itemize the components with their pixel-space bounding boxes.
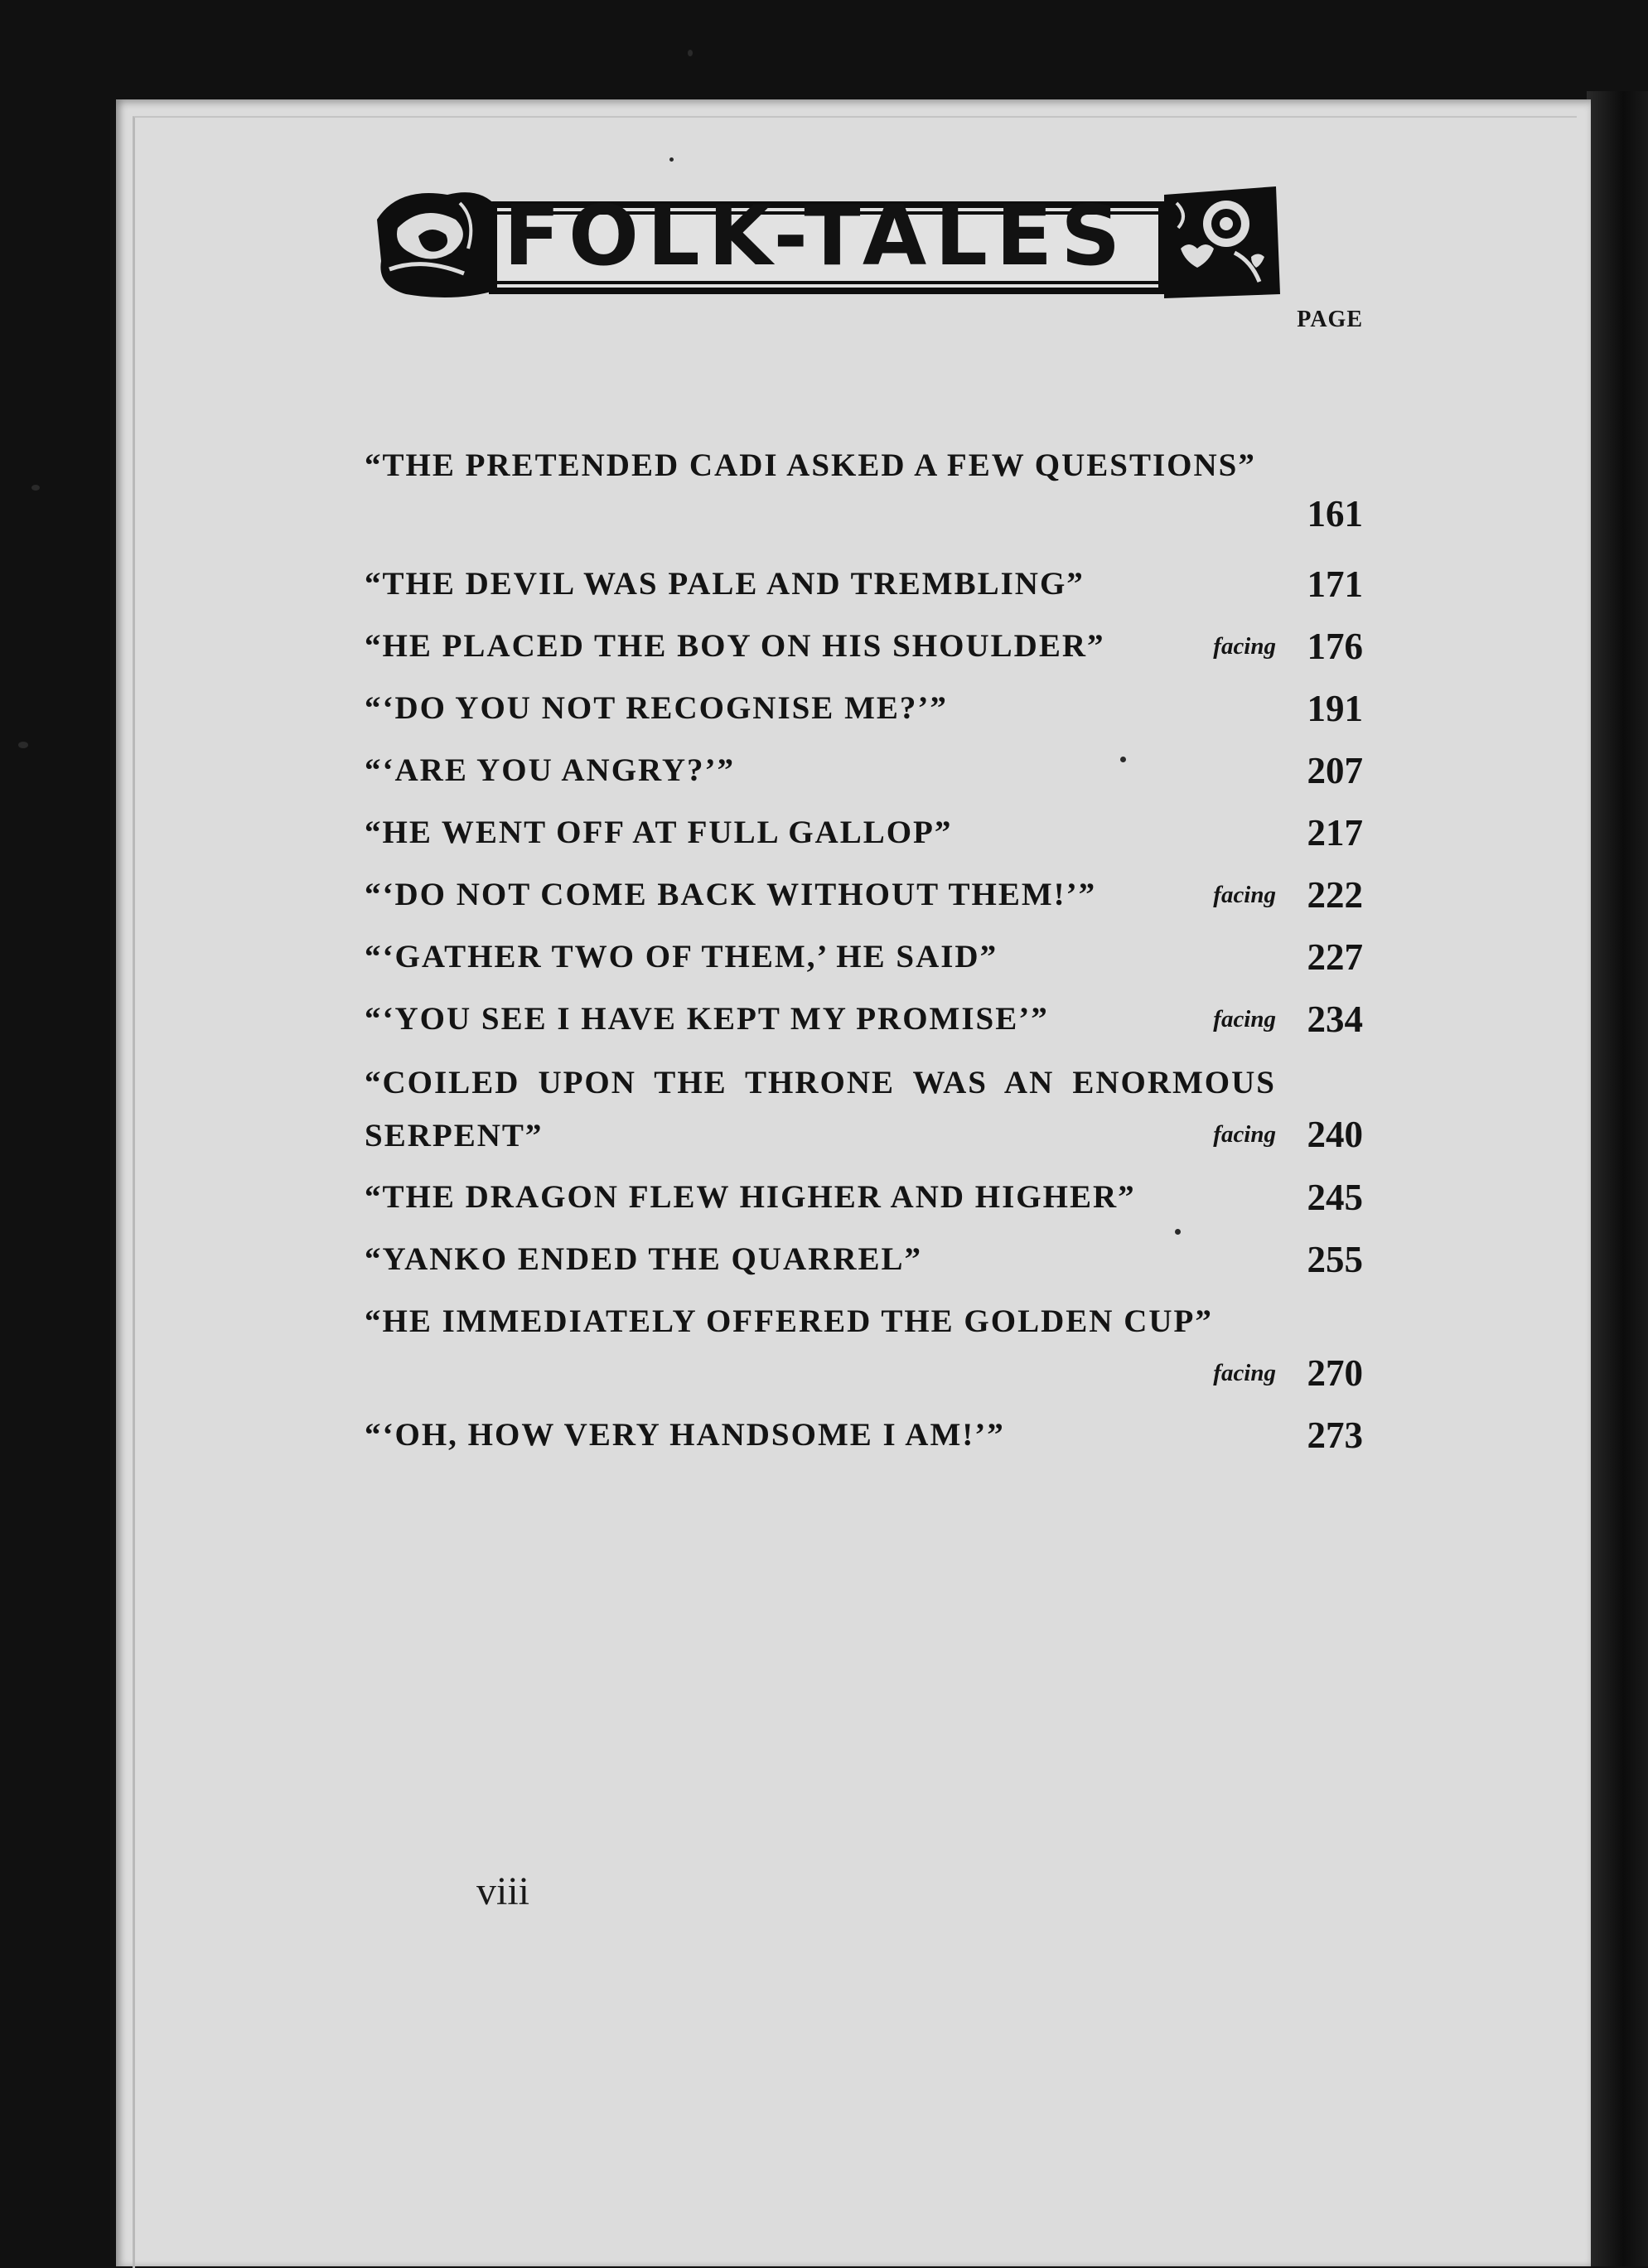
entry-facing-label: facing [1213, 1006, 1276, 1032]
list-entry [365, 558, 1363, 611]
entry-caption: “YANKO ENDED THE QUARREL” [365, 1241, 923, 1277]
entry-facing-label: facing [1213, 1121, 1276, 1148]
list-entry [365, 439, 1363, 545]
list-entry [365, 806, 1363, 859]
entry-caption: “‘YOU SEE I HAVE KEPT MY PROMISE’” [365, 1001, 1049, 1037]
entry-page-number: 161 [1307, 493, 1363, 534]
entry-caption: “‘OH, HOW VERY HANDSOME I AM!’” [365, 1417, 1005, 1453]
entry-page-number: 270 [1307, 1352, 1363, 1394]
page-folio: viii [476, 1869, 530, 1913]
entry-page-number: 273 [1307, 1414, 1363, 1456]
list-entry [365, 744, 1363, 797]
page-column-label: PAGE [1297, 307, 1363, 332]
list-entry [365, 1171, 1363, 1224]
entry-page-number: 217 [1307, 812, 1363, 854]
entry-caption: “‘ARE YOU ANGRY?’” [365, 752, 736, 788]
list-entry [365, 1233, 1363, 1286]
list-entry [365, 1295, 1363, 1401]
folk-tales-banner [373, 170, 1284, 307]
dust-speck [18, 742, 28, 748]
entry-caption: “COILED UPON THE THRONE WAS AN ENORMOUS SERPENT” [365, 1065, 1276, 1153]
entry-page-number: 207 [1307, 750, 1363, 791]
list-entry [365, 993, 1363, 1046]
entry-page-number: 191 [1307, 688, 1363, 729]
entry-facing-label: facing [1213, 633, 1276, 660]
entry-caption: “‘DO NOT COME BACK WITHOUT THEM!’” [365, 877, 1097, 912]
entry-caption: “HE PLACED THE BOY ON HIS SHOULDER” [365, 628, 1105, 664]
dust-speck [669, 157, 674, 162]
entry-caption: “THE PRETENDED CADI ASKED A FEW QUESTIONS” [365, 447, 1256, 483]
entry-page-number: 245 [1307, 1177, 1363, 1218]
entry-page-number: 234 [1307, 999, 1363, 1040]
list-entry [365, 620, 1363, 673]
banner-title: FOLK-TALES [503, 186, 1129, 284]
list-entry [365, 868, 1363, 921]
list-entry [365, 1057, 1363, 1163]
list-entry [365, 931, 1363, 984]
entry-caption: “‘GATHER TWO OF THEM,’ HE SAID” [365, 939, 998, 974]
entry-facing-label: facing [1213, 1360, 1276, 1386]
entry-page-number: 176 [1307, 626, 1363, 667]
entry-page-number: 227 [1307, 936, 1363, 978]
entry-page-number: 240 [1307, 1114, 1363, 1155]
entry-caption: “‘DO YOU NOT RECOGNISE ME?’” [365, 690, 948, 726]
list-entry [365, 682, 1363, 735]
entry-caption: “THE DEVIL WAS PALE AND TREMBLING” [365, 566, 1085, 602]
entry-facing-label: facing [1213, 882, 1276, 908]
entry-caption: “HE WENT OFF AT FULL GALLOP” [365, 815, 953, 850]
entry-page-number: 222 [1307, 874, 1363, 916]
list-entry [365, 1409, 1363, 1462]
entry-caption: “HE IMMEDIATELY OFFERED THE GOLDEN CUP” [365, 1303, 1213, 1339]
dust-speck [688, 50, 693, 56]
entry-page-number: 171 [1307, 563, 1363, 605]
dust-speck [31, 485, 40, 491]
entry-page-number: 255 [1307, 1239, 1363, 1280]
entry-caption: “THE DRAGON FLEW HIGHER AND HIGHER” [365, 1179, 1136, 1215]
scan-edge-shadow [1587, 91, 1648, 2266]
